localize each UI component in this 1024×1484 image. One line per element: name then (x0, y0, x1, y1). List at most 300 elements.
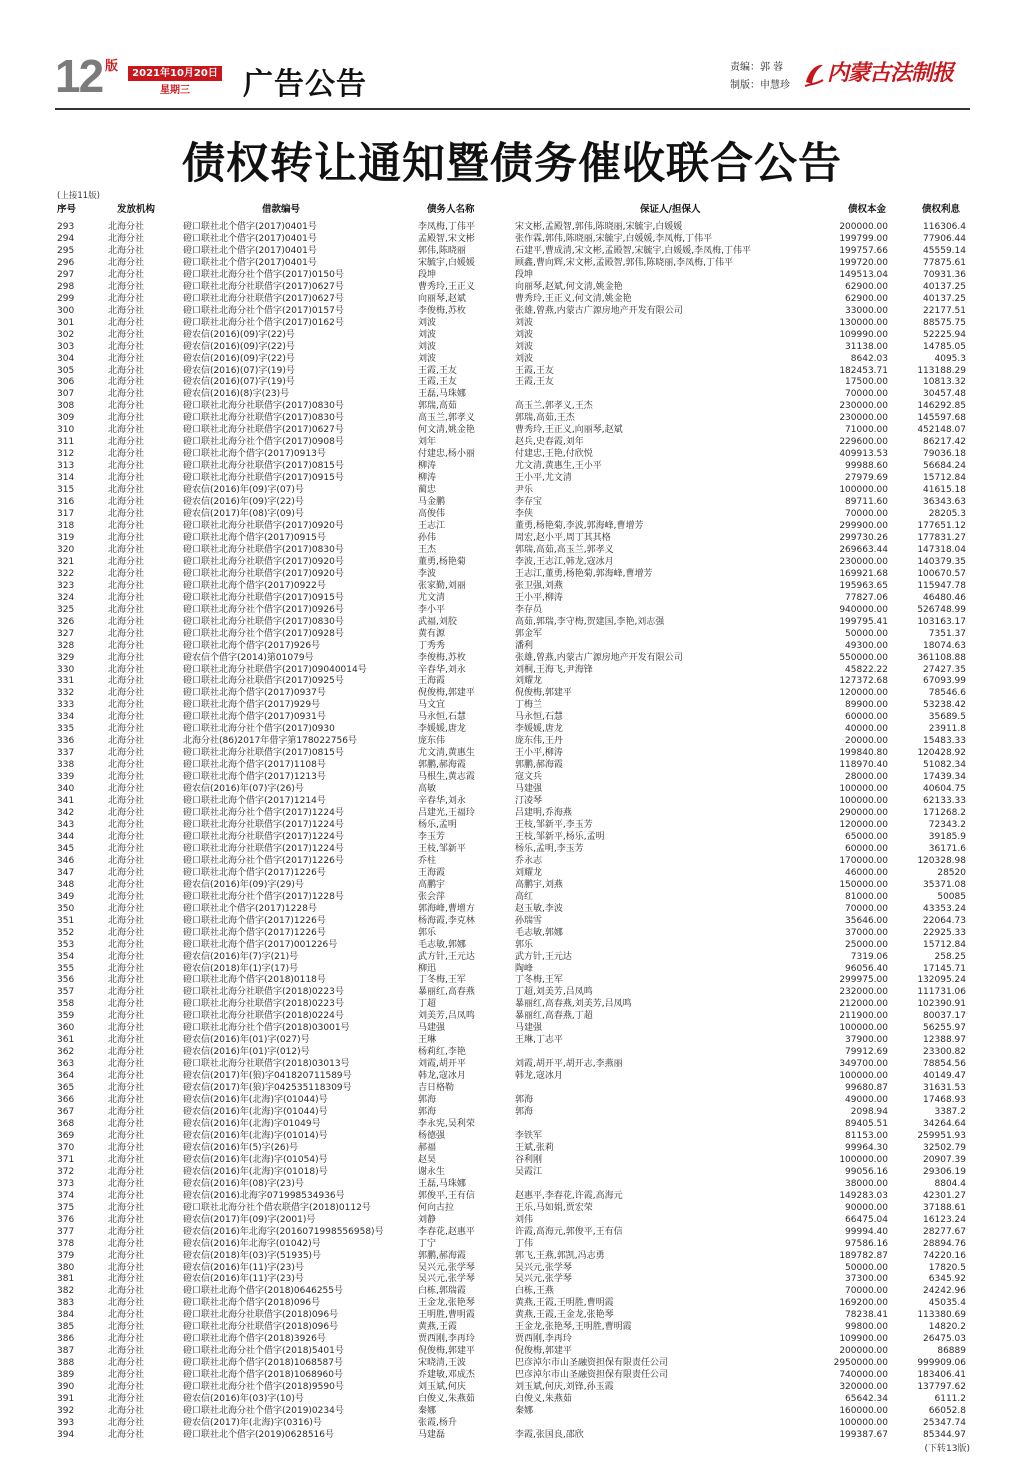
cell-principal: 232000.00 (839, 987, 888, 998)
cell-issuer: 北海分社 (108, 1023, 145, 1034)
cell-guarantor: 董勇,杨艳菊,李波,郭海峰,曹增芳 (515, 521, 644, 531)
cell-guarantor: 李铁军 (515, 1130, 543, 1141)
cell-principal: 96056.40 (845, 963, 888, 974)
cell-interest: 113188.29 (917, 365, 966, 376)
table-row (0, 1297, 1024, 1309)
cell-issuer: 北海分社 (108, 736, 145, 747)
cell-issuer: 北海分社 (108, 855, 145, 866)
cell-interest: 25347.74 (923, 1418, 966, 1428)
cell-issuer: 北海分社 (108, 1154, 145, 1165)
cell-debtor: 高玉兰,郭孝义 (418, 413, 475, 424)
cell-interest: 66052.8 (928, 1406, 966, 1417)
cell-loan-no: 磴口联社北海分社个借字(2018)9590号 (183, 1382, 344, 1393)
cell-seq: 341 (57, 796, 75, 807)
cell-seq: 394 (57, 1429, 75, 1440)
cell-interest: 72343.2 (928, 820, 966, 830)
cell-issuer: 北海分社 (108, 1071, 145, 1082)
cell-seq: 322 (57, 568, 75, 579)
cell-issuer: 北海分社 (108, 257, 145, 268)
cell-issuer: 北海分社 (108, 700, 145, 711)
cell-interest: 4095.3 (934, 353, 966, 364)
cell-seq: 320 (57, 544, 75, 555)
cell-issuer: 北海分社 (108, 1095, 145, 1106)
cell-issuer: 北海分社 (108, 341, 145, 352)
cell-interest: 171268.2 (923, 808, 966, 819)
cell-principal: 60000.00 (845, 843, 888, 854)
cell-issuer: 北海分社 (108, 1250, 145, 1261)
cell-interest: 28520 (937, 867, 966, 878)
page-number: 12 (55, 50, 103, 102)
header-guarantor: 保证人/担保人 (640, 204, 701, 215)
cell-interest: 45035.4 (928, 1298, 966, 1309)
cell-seq: 348 (57, 879, 75, 890)
cell-seq: 299 (57, 293, 75, 304)
cell-interest: 40137.25 (923, 281, 966, 292)
cell-loan-no: 磴农信(2016)年北海字(2016071998556958)号 (183, 1226, 384, 1237)
cell-issuer: 北海分社 (108, 1083, 145, 1094)
cell-guarantor: 曹秀玲,王正义,何文清,姚金艳 (515, 293, 632, 304)
cell-interest: 177831.27 (917, 532, 966, 543)
cell-debtor: 辛春华,刘永 (418, 664, 466, 675)
cell-loan-no: 磴口联社北个借字(2017)0401号 (183, 245, 317, 256)
cell-seq: 343 (57, 820, 75, 830)
cell-guarantor: 尤文清,黄惠生,王小平 (515, 461, 602, 472)
cell-debtor: 高鹏宇 (418, 879, 446, 890)
cell-principal: 299900.00 (839, 521, 888, 531)
table-row (0, 1010, 1024, 1022)
cell-interest: 14820.2 (928, 1322, 966, 1333)
cell-issuer: 北海分社 (108, 748, 145, 759)
cell-debtor: 高敏 (418, 784, 437, 795)
cell-debtor: 郝福 (418, 1142, 437, 1153)
cell-guarantor: 丁伟 (515, 1238, 534, 1249)
cell-issuer: 北海分社 (108, 1310, 145, 1321)
cell-debtor: 何向古拉 (418, 1202, 455, 1213)
cell-debtor: 李凤梅,丁伟平 (418, 222, 475, 232)
cell-debtor: 何文清,姚金艳 (418, 425, 475, 436)
header-debtor: 债务人名称 (427, 204, 475, 215)
cell-seq: 300 (57, 305, 75, 316)
cell-interest: 3387.2 (934, 1107, 966, 1118)
cell-seq: 293 (57, 222, 75, 232)
table-row (0, 281, 1024, 293)
cell-debtor: 向丽琴,赵斌 (418, 293, 466, 304)
cell-interest: 12388.97 (923, 1035, 966, 1046)
cell-principal: 169200.00 (839, 1298, 888, 1309)
cell-principal: 99994.40 (845, 1226, 888, 1237)
cell-loan-no: 磴农信(2018)年(1)字(17)号 (183, 963, 299, 974)
cell-seq: 334 (57, 712, 75, 723)
cell-guarantor: 石建平,曹成清,宋文彬,孟殿智,宋毓宇,白媛媛,李凤梅,丁伟平 (515, 245, 752, 256)
table-row (0, 448, 1024, 460)
cell-issuer: 北海分社 (108, 831, 145, 842)
cell-loan-no: 磴口联社北海个借字(2017)0913号 (183, 449, 326, 460)
cell-loan-no: 磴农信(2016)年(北海)字(01044)号 (183, 1095, 328, 1106)
table-row (0, 771, 1024, 783)
cell-seq: 365 (57, 1083, 75, 1094)
cell-issuer: 北海分社 (108, 592, 145, 603)
cell-interest: 145597.68 (917, 413, 966, 424)
cell-seq: 303 (57, 341, 75, 352)
cell-debtor: 马金鹏 (418, 497, 446, 508)
cell-issuer: 北海分社 (108, 245, 145, 256)
cell-seq: 298 (57, 281, 75, 292)
cell-principal: 70000.00 (845, 903, 888, 914)
table-row (0, 891, 1024, 903)
table-row (0, 544, 1024, 556)
cell-interest: 35371.08 (923, 879, 966, 890)
cell-interest: 177651.12 (917, 521, 966, 531)
table-row (0, 843, 1024, 855)
table-row (0, 245, 1024, 257)
table-row (0, 317, 1024, 329)
table-row (0, 1070, 1024, 1082)
cell-interest: 103163.17 (917, 616, 966, 627)
newspaper-logo: 内蒙古法制报 (827, 60, 954, 86)
table-row (0, 628, 1024, 640)
cell-interest: 85344.97 (923, 1429, 966, 1440)
cell-debtor: 马建磊 (418, 1429, 446, 1440)
cell-debtor: 李春花,赵惠平 (418, 1226, 475, 1237)
cell-seq: 307 (57, 389, 75, 400)
cell-seq: 339 (57, 772, 75, 783)
cell-seq: 368 (57, 1119, 75, 1129)
cell-issuer: 北海分社 (108, 1059, 145, 1070)
cell-seq: 375 (57, 1202, 75, 1213)
cell-guarantor: 刘波 (515, 341, 534, 352)
cell-debtor: 吉日格勒 (418, 1083, 455, 1094)
cell-guarantor: 谷利刚 (515, 1154, 543, 1165)
cell-guarantor: 吴霞江 (515, 1166, 543, 1177)
cell-issuer: 北海分社 (108, 1274, 145, 1285)
cell-issuer: 北海分社 (108, 269, 145, 280)
cell-guarantor: 许霞,高海元,郭俊平,王有信 (515, 1226, 623, 1237)
table-row (0, 915, 1024, 927)
cell-debtor: 谢永生 (418, 1166, 446, 1177)
cell-principal: 199757.66 (839, 245, 888, 256)
cell-issuer: 北海分社 (108, 1226, 145, 1237)
cell-loan-no: 磴口联社北海分社个借字(2019)0234号 (183, 1406, 344, 1417)
cell-loan-no: 磴农信(2017)年(08)字(09)号 (183, 509, 304, 520)
cell-guarantor: 尹乐 (515, 485, 534, 496)
table-row (0, 233, 1024, 245)
cell-issuer: 北海分社 (108, 796, 145, 807)
cell-guarantor: 王金龙,张艳琴,王明胜,曹明霞 (515, 1322, 632, 1333)
cell-loan-no: 磴口联社北海分社联借字(2017)0627号 (183, 293, 344, 304)
cell-debtor: 柳迅 (418, 963, 437, 974)
cell-loan-no: 磴口联社北海分社联借字(2017)0627号 (183, 425, 344, 436)
cell-issuer: 北海分社 (108, 879, 145, 890)
cell-loan-no: 磴口联社北海个借字(2017)926号 (183, 640, 321, 651)
cell-seq: 361 (57, 1035, 75, 1046)
cell-loan-no: 磴口联社北海个借字(2017)0915号 (183, 532, 326, 543)
cell-issuer: 北海分社 (108, 1382, 145, 1393)
cell-loan-no: 磴口联社北个借字(2019)0628516号 (183, 1429, 335, 1440)
cell-guarantor (515, 388, 813, 400)
cell-interest: 46480.46 (923, 592, 966, 603)
table-row (0, 699, 1024, 711)
header-interest: 债权利息 (922, 204, 961, 215)
table-row (0, 604, 1024, 616)
table-row (0, 1357, 1024, 1369)
cell-issuer: 北海分社 (108, 1047, 145, 1058)
cell-seq: 386 (57, 1334, 75, 1345)
table-row (0, 508, 1024, 520)
cell-principal: 109900.00 (839, 1334, 888, 1345)
cell-interest: 10813.32 (923, 377, 966, 388)
table-row (0, 986, 1024, 998)
cell-debtor: 吴兴元,张学琴 (418, 1262, 475, 1273)
cell-issuer: 北海分社 (108, 640, 145, 651)
cell-seq: 336 (57, 736, 75, 747)
cell-seq: 337 (57, 748, 75, 759)
cell-principal: 71000.00 (845, 425, 888, 436)
cell-principal: 195963.65 (839, 580, 888, 591)
cell-seq: 392 (57, 1406, 75, 1417)
cell-guarantor: 陶峰 (515, 963, 534, 974)
cell-issuer: 北海分社 (108, 293, 145, 304)
cell-debtor: 王琳 (418, 1035, 437, 1046)
cell-loan-no: 磴口联社北海分社联借字(2017)0830号 (183, 616, 344, 627)
cell-debtor: 段坤 (418, 269, 437, 280)
cell-principal: 199387.67 (839, 1429, 888, 1440)
cell-guarantor: 段坤 (515, 269, 534, 280)
cell-seq: 306 (57, 377, 75, 388)
cell-principal: 169921.68 (839, 568, 888, 579)
cell-seq: 329 (57, 652, 75, 663)
table-row (0, 365, 1024, 377)
table-row (0, 1321, 1024, 1333)
cell-seq: 309 (57, 413, 75, 424)
table-row (0, 1058, 1024, 1070)
cell-principal: 90000.00 (845, 1202, 888, 1213)
cell-seq: 310 (57, 425, 75, 436)
cell-seq: 384 (57, 1310, 75, 1321)
cell-guarantor: 王小平,柳涛 (515, 748, 563, 759)
cell-loan-no: 磴口联社北海分社联借字(2018)03013号 (183, 1059, 350, 1070)
cell-interest: 20907.39 (923, 1154, 966, 1165)
table-row (0, 221, 1024, 233)
table-row (0, 1214, 1024, 1226)
cell-interest: 23300.82 (923, 1047, 966, 1058)
cell-loan-no: 磴口联社北海个借字(2017)0931号 (183, 712, 326, 723)
cell-debtor: 付建忠,杨小丽 (418, 449, 475, 460)
cell-guarantor: 乔永志 (515, 855, 543, 866)
cell-debtor: 郭俊平,王有信 (418, 1190, 475, 1201)
table-row (0, 1046, 1024, 1058)
cell-debtor: 白栋,郭瑞霞 (418, 1286, 466, 1297)
cell-issuer: 北海分社 (108, 365, 145, 376)
table-row (0, 269, 1024, 281)
cell-loan-no: 北海分社(86)2017年借字第178022756号 (183, 736, 357, 747)
cell-issuer: 北海分社 (108, 891, 145, 902)
cell-interest: 28277.67 (923, 1226, 966, 1237)
cell-debtor: 王霞,王友 (418, 365, 457, 376)
cell-seq: 308 (57, 401, 75, 412)
cell-principal: 127372.68 (839, 676, 888, 687)
cell-guarantor: 李霞,张国良,邵欣 (515, 1429, 584, 1440)
cell-debtor: 孟殿智,宋文彬 (418, 233, 475, 244)
cell-loan-no: 磴口联社北个借字(2017)1228号 (183, 903, 317, 914)
cell-interest: 183406.41 (917, 1370, 966, 1381)
cell-issuer: 北海分社 (108, 353, 145, 364)
cell-guarantor: 王枝,邹新平,杨乐,孟明 (515, 831, 605, 842)
cell-issuer: 北海分社 (108, 1178, 145, 1189)
header-loan-no: 借款编号 (262, 204, 301, 215)
table-row (0, 460, 1024, 472)
cell-issuer: 北海分社 (108, 915, 145, 926)
cell-debtor: 刘霞,胡开平 (418, 1059, 466, 1070)
cell-seq: 316 (57, 497, 75, 508)
cell-issuer: 北海分社 (108, 568, 145, 579)
cell-issuer: 北海分社 (108, 975, 145, 986)
cell-seq: 347 (57, 867, 75, 878)
cell-issuer: 北海分社 (108, 461, 145, 472)
cell-principal: 65642.34 (845, 1394, 888, 1405)
cell-guarantor: 马建强 (515, 784, 543, 795)
cell-guarantor: 王小平,尤文清 (515, 473, 572, 484)
cell-seq: 355 (57, 963, 75, 974)
cell-loan-no: 磴农信(2017)年(北海)字(0316)号 (183, 1418, 322, 1428)
cell-seq: 349 (57, 891, 75, 902)
cell-guarantor: 刘波 (515, 353, 534, 364)
cell-seq: 313 (57, 461, 75, 472)
cell-principal: 27979.69 (845, 473, 888, 484)
table-row (0, 687, 1024, 699)
cell-interest: 53238.42 (923, 700, 966, 711)
cell-seq: 297 (57, 269, 75, 280)
cell-guarantor: 丁梅兰 (515, 700, 543, 711)
cell-principal: 31138.00 (845, 341, 888, 352)
table-row (0, 496, 1024, 508)
header-principal: 债权本金 (848, 204, 887, 215)
table-row (0, 855, 1024, 867)
cell-guarantor: 毛志敏,郭娜 (515, 927, 563, 938)
cell-debtor: 张家勤,刘丽 (418, 580, 466, 591)
cell-interest: 31631.53 (923, 1083, 966, 1094)
cell-issuer: 北海分社 (108, 999, 145, 1010)
cell-seq: 338 (57, 760, 75, 771)
cell-guarantor: 郭飞,王燕,郭凯,冯志勇 (515, 1250, 605, 1261)
cell-interest: 67093.99 (923, 676, 966, 687)
cell-loan-no: 磴口联社北海分社联借字(2017)0830号 (183, 413, 344, 424)
cell-guarantor: 李侠 (515, 509, 534, 520)
cell-guarantor: 王霞,王友 (515, 377, 554, 388)
cell-debtor: 尤文清 (418, 592, 446, 603)
cell-guarantor: 刘耀龙 (515, 867, 543, 878)
cell-issuer: 北海分社 (108, 903, 145, 914)
cell-principal: 299730.26 (839, 532, 888, 543)
cell-interest: 36171.6 (928, 843, 966, 854)
table-row (0, 1118, 1024, 1130)
cell-principal: 89900.00 (845, 700, 888, 711)
cell-loan-no: 磴农信(2016)年(08)字(23)号 (183, 1178, 304, 1189)
cell-seq: 294 (57, 233, 75, 244)
cell-principal: 65000.00 (845, 831, 888, 842)
cell-issuer: 北海分社 (108, 688, 145, 699)
cell-loan-no: 磴口联社北海分社联借字(2017)09040014号 (183, 664, 367, 675)
table-row (0, 520, 1024, 532)
cell-interest: 15712.84 (923, 939, 966, 950)
cell-guarantor: 刘玉斌,何庆,刘锋,孙玉霞 (515, 1382, 614, 1393)
cell-principal: 37900.00 (845, 1035, 888, 1046)
cell-guarantor: 王乐,马如娟,贾宏荣 (515, 1202, 593, 1213)
cell-loan-no: 磴口联社北海个借字(2017)1214号 (183, 796, 326, 807)
cell-seq: 327 (57, 628, 75, 639)
cell-loan-no: 磴口联社北海分社个借字(2017)0157号 (183, 305, 344, 316)
cell-loan-no: 磴农信(2016)年(09)字(29)号 (183, 879, 304, 890)
cell-issuer: 北海分社 (108, 509, 145, 520)
cell-principal: 109990.00 (839, 329, 888, 340)
cell-guarantor: 王斌,张莉 (515, 1142, 554, 1153)
table-row (0, 759, 1024, 771)
cell-interest: 28205.3 (928, 509, 966, 520)
cell-seq: 325 (57, 604, 75, 615)
cell-principal: 66475.04 (845, 1214, 888, 1225)
table-row (0, 1130, 1024, 1142)
cell-principal: 120000.00 (839, 820, 888, 830)
cell-guarantor: 赵玉敏,李波 (515, 903, 563, 914)
cell-seq: 356 (57, 975, 75, 986)
cell-loan-no: 磴口联社北海分社联借字(2017)0830号 (183, 544, 344, 555)
cell-seq: 323 (57, 580, 75, 591)
cell-seq: 319 (57, 532, 75, 543)
cell-issuer: 北海分社 (108, 963, 145, 974)
table-row (0, 1250, 1024, 1262)
cell-loan-no: 磴口联社北海分社联借字(2017)1224号 (183, 843, 344, 854)
cell-issuer: 北海分社 (108, 652, 145, 663)
cell-interest: 17439.34 (923, 772, 966, 783)
cell-issuer: 北海分社 (108, 580, 145, 591)
cell-loan-no: 磴口联社北个借字(2017)0401号 (183, 222, 317, 232)
table-row (0, 1154, 1024, 1166)
cell-guarantor: 暴丽红,高春燕,刘美芳,吕凤鸣 (515, 999, 632, 1010)
cell-seq: 359 (57, 1011, 75, 1022)
cell-loan-no: 磴口联社北海分社联借字(2017)0925号 (183, 676, 344, 687)
cell-principal: 409913.53 (839, 449, 888, 460)
cell-loan-no: 磴口联社北海个借字(2017)1226号 (183, 927, 326, 938)
cell-principal: 199840.80 (839, 748, 888, 759)
table-row (0, 1106, 1024, 1118)
cell-debtor: 王枝,邹新平 (418, 843, 466, 854)
cell-issuer: 北海分社 (108, 616, 145, 627)
cell-debtor: 马文宜 (418, 700, 446, 711)
table-header (0, 204, 1024, 216)
table-row (0, 341, 1024, 353)
cell-loan-no: 磴口联社北个借字(2017)0401号 (183, 257, 317, 268)
cell-interest: 70931.36 (923, 269, 966, 280)
cell-issuer: 北海分社 (108, 1370, 145, 1381)
cell-guarantor: 王琳,丁志平 (515, 1035, 563, 1046)
cell-interest: 8804.4 (934, 1178, 966, 1189)
cell-principal: 37300.00 (845, 1274, 888, 1285)
cell-debtor: 宋毓宇,白媛媛 (418, 257, 475, 268)
cell-debtor: 李小平 (418, 604, 446, 615)
cell-interest: 40149.47 (923, 1071, 966, 1082)
cell-debtor: 王磊,马珠娜 (418, 1178, 466, 1189)
cell-debtor: 倪俊梅,郭建平 (418, 1346, 475, 1357)
cell-debtor: 庞东伟 (418, 736, 446, 747)
section-title: 广告公告 (243, 67, 367, 102)
cell-principal: 230000.00 (839, 401, 888, 412)
cell-principal: 89405.51 (845, 1119, 888, 1129)
cell-principal: 199799.00 (839, 233, 888, 244)
cell-guarantor: 丁超,刘美芳,吕凤鸣 (515, 987, 593, 998)
cell-interest: 28894.76 (923, 1238, 966, 1249)
header-seq: 序号 (57, 204, 77, 215)
cell-issuer: 北海分社 (108, 473, 145, 484)
table-row (0, 1034, 1024, 1046)
